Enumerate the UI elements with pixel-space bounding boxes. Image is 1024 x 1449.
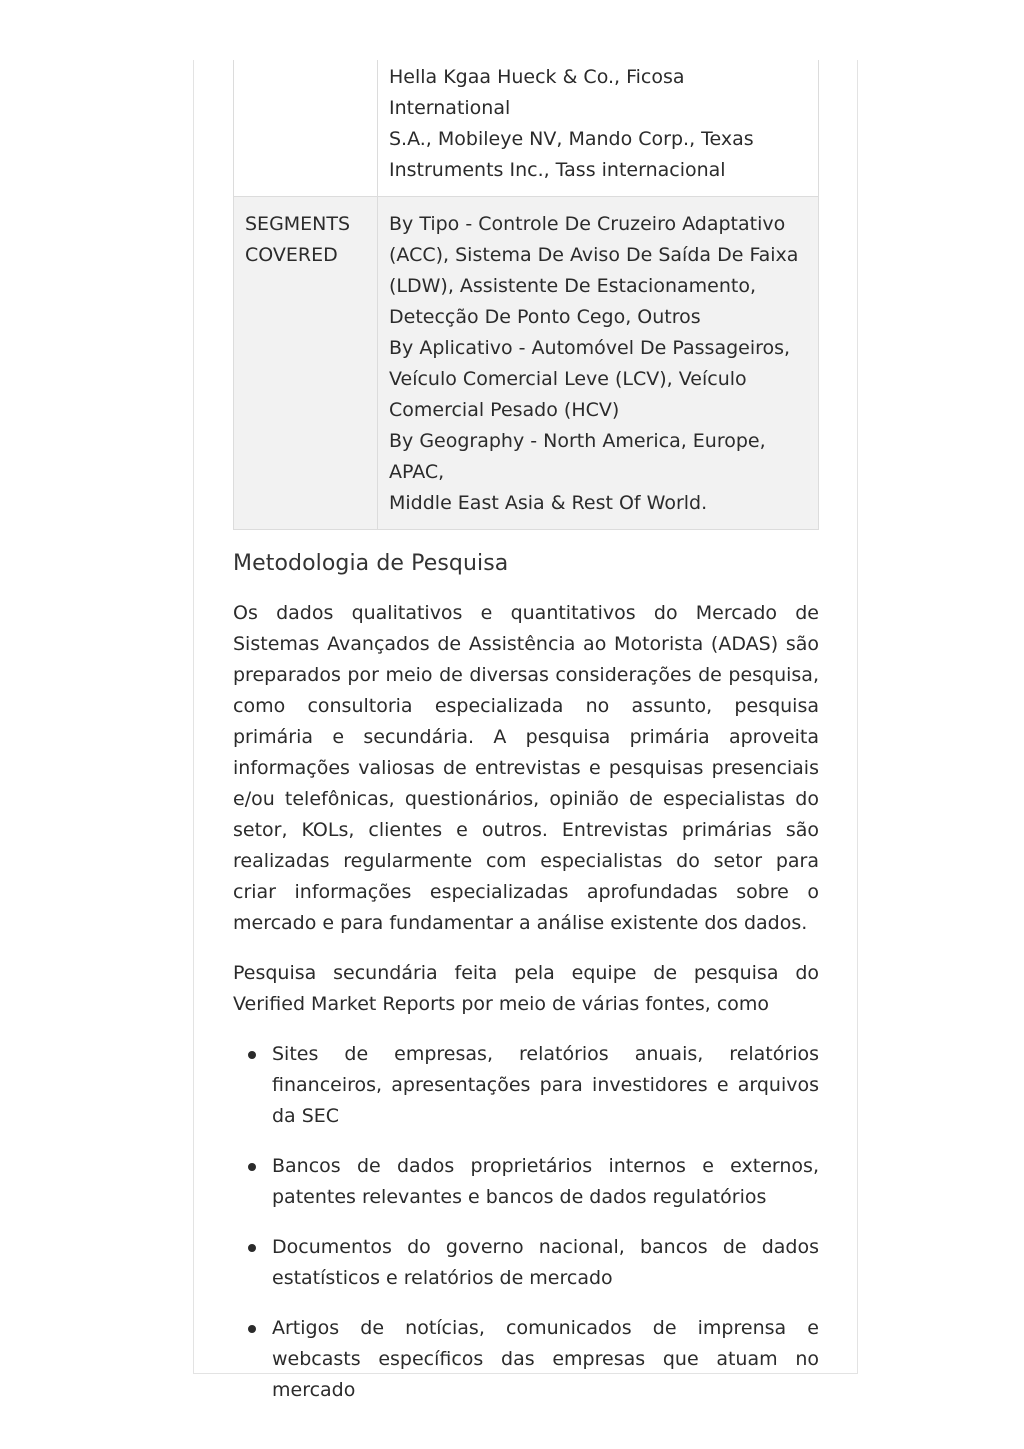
list-item [272,1232,819,1294]
list-item [272,1151,819,1213]
segment-line: Middle East Asia & Rest Of World. [389,492,708,514]
segment-line: By Aplicativo - Automóvel De Passageiros, [389,337,791,359]
segment-line: (LDW), Assistente De Estacionamento, [389,275,756,297]
report-content [233,60,819,1425]
bullet-icon [248,1051,256,1059]
list-item-text: Documentos do governo nacional, bancos de dados estatísticos e relatórios de mercado [272,1236,819,1289]
bullet-icon [248,1244,256,1252]
segments-key-line: SEGMENTS [245,213,351,235]
table-row-key-players [234,60,819,197]
methodology-paragraph: Os dados qualitativos e quantitativos do Mercado de Sistemas Avançados de Assistência ao Motorista (ADAS) são preparados por meio de diversas considerações de pesquisa, como consultoria especializada no assunto, pesquisa primária e secundária. A pesquisa primária aproveita informações valiosas de entrevistas e pesquisas presenciais e/ou telefônicas, questionários, opinião de especialistas do setor, KOLs, clientes e outros. Entrevistas primárias são realizadas regularmente com especialistas do setor para criar informações especializadas aprofundadas sobre o mercado e para fundamentar a análise existente dos dados. [233,602,819,934]
list-item-text: Bancos de dados proprietários internos e externos, patentes relevantes e bancos de dados regulatórios [272,1155,819,1208]
segment-line: Veículo Comercial Leve (LCV), Veículo [389,368,747,390]
methodology-heading: Metodologia de Pesquisa [233,551,509,576]
bullet-icon [248,1325,256,1333]
key-players-line: S.A., Mobileye NV, Mando Corp., Texas [389,128,754,150]
list-item [272,1039,819,1132]
segment-line: Comercial Pesado (HCV) [389,399,620,421]
bullet-icon [248,1163,256,1171]
table-row-segments-covered [234,197,819,530]
secondary-research-paragraph: Pesquisa secundária feita pela equipe de pesquisa do Verified Market Reports por meio de várias fontes, como [233,962,819,1015]
list-item [272,1313,819,1406]
segment-line: By Tipo - Controle De Cruzeiro Adaptativo [389,213,786,235]
table-value-cell [378,197,819,530]
segment-line: Detecção De Ponto Cego, Outros [389,306,701,328]
table-key-cell [234,60,378,197]
list-item-text: Sites de empresas, relatórios anuais, relatórios financeiros, apresentações para investidores e arquivos da SEC [272,1043,819,1127]
table-key-cell [234,197,378,530]
segment-line: (ACC), Sistema De Aviso De Saída De Faixa [389,244,799,266]
list-item-text: Artigos de notícias, comunicados de imprensa e webcasts específicos das empresas que atuam no mercado [272,1317,819,1401]
sources-list [233,1039,819,1406]
key-players-line: Instruments Inc., Tass internacional [389,159,726,181]
report-scope-table [233,60,819,530]
segments-key-line: COVERED [245,244,338,266]
segment-line: By Geography - North America, Europe, APAC, [389,430,766,483]
key-players-line: Hella Kgaa Hueck & Co., Ficosa International [389,66,685,119]
table-value-cell [378,60,819,197]
